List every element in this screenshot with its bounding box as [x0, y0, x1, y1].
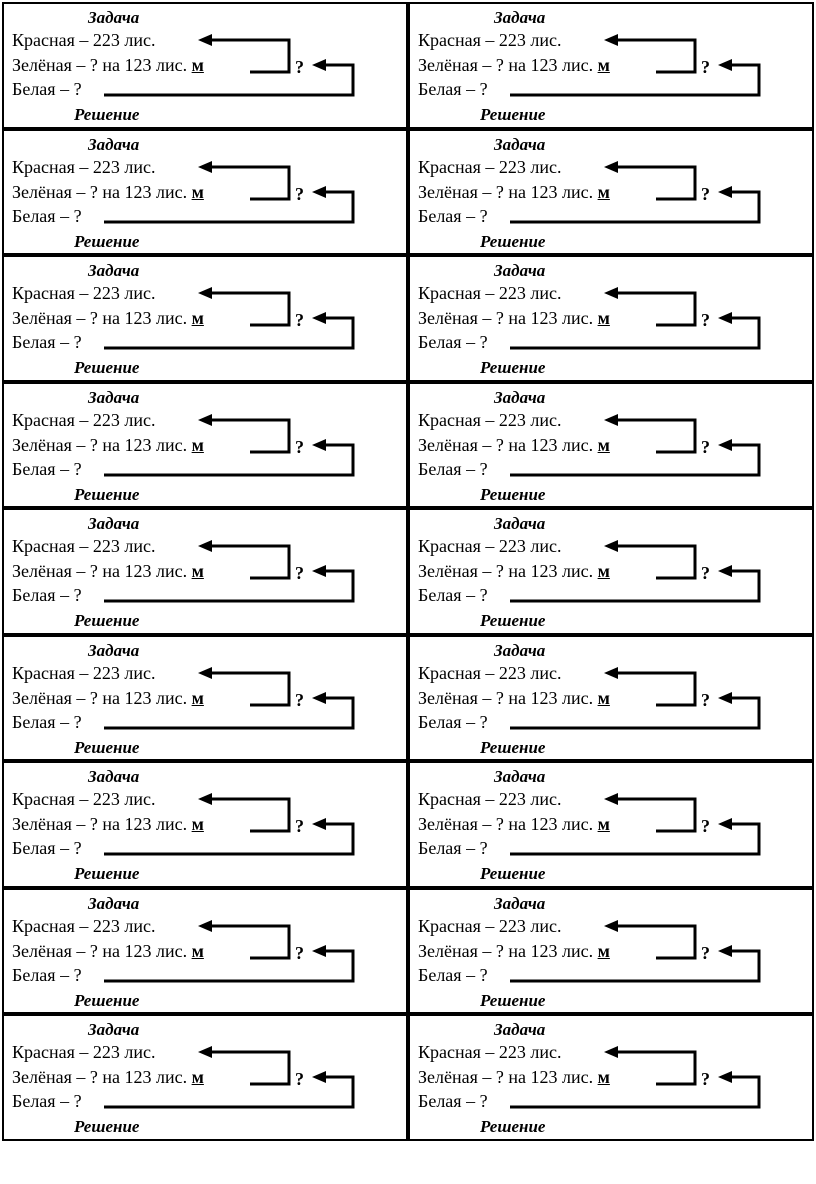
less-marker: м: [191, 55, 204, 75]
red-leaves-line: Красная – 223 лис.: [12, 156, 156, 177]
comparison-bracket: [615, 1052, 695, 1084]
comparison-arrows-icon: [4, 4, 408, 129]
red-leaves-line: Красная – 223 лис.: [418, 283, 562, 304]
total-bracket: [104, 65, 353, 95]
arrow-head-total: [312, 818, 326, 830]
less-marker: м: [597, 687, 610, 708]
white-leaves-line: Белая – ?: [418, 838, 488, 859]
less-marker: м: [597, 308, 610, 329]
comparison-arrows-icon: [4, 763, 408, 888]
green-leaves-text: Зелёная – ? на 123 лис.: [418, 308, 594, 329]
arrow-head-red: [198, 34, 212, 46]
less-marker: м: [191, 1067, 204, 1088]
arrow-head-red: [604, 920, 618, 932]
task-card: [2, 761, 408, 888]
task-title: Задача: [494, 893, 546, 913]
red-leaves-line: Красная – 223 лис.: [418, 662, 562, 683]
solution-label: Решение: [74, 1117, 140, 1137]
task-title: Задача: [494, 8, 546, 27]
comparison-arrows-icon: [410, 4, 814, 129]
total-question-mark: ?: [295, 436, 304, 457]
white-leaves-line: Белая – ?: [12, 1091, 82, 1112]
total-question-mark: ?: [295, 689, 304, 710]
comparison-bracket: [209, 420, 289, 452]
comparison-arrows-icon: [410, 763, 814, 888]
white-leaves-line: Белая – ?: [418, 585, 488, 606]
task-card: [2, 888, 408, 1015]
total-bracket: [104, 192, 353, 222]
less-marker: м: [191, 434, 204, 455]
green-leaves-text: Зелёная – ? на 123 лис.: [12, 940, 188, 961]
task-title: Задача: [494, 1020, 546, 1040]
arrow-head-total: [718, 945, 732, 957]
solution-label: Решение: [480, 1117, 546, 1137]
white-leaves-line: Белая – ?: [12, 332, 82, 353]
green-leaves-text: Зелёная – ? на 123 лис.: [418, 814, 594, 835]
comparison-bracket: [209, 546, 289, 578]
task-card: [408, 2, 814, 129]
total-bracket: [104, 1077, 353, 1107]
less-marker: м: [191, 814, 204, 835]
comparison-arrows-icon: [4, 890, 408, 1015]
less-marker: м: [191, 687, 204, 708]
comparison-arrows-icon: [410, 510, 814, 635]
task-title: Задача: [494, 387, 546, 407]
arrow-head-red: [198, 287, 212, 299]
red-leaves-line: Красная – 223 лис.: [418, 30, 562, 50]
task-title: Задача: [88, 893, 140, 913]
white-leaves-line: Белая – ?: [418, 79, 488, 99]
total-bracket: [510, 65, 759, 95]
arrow-head-total: [718, 818, 732, 830]
arrow-head-total: [718, 59, 732, 71]
comparison-bracket: [615, 673, 695, 705]
total-question-mark: ?: [295, 57, 304, 77]
red-leaves-line: Красная – 223 лис.: [12, 915, 156, 936]
task-card: [408, 382, 814, 509]
total-question-mark: ?: [701, 57, 710, 77]
task-title: Задача: [88, 640, 140, 660]
green-leaves-text: Зелёная – ? на 123 лис.: [12, 181, 188, 202]
less-marker: м: [191, 561, 204, 582]
total-question-mark: ?: [701, 942, 710, 963]
red-leaves-line: Красная – 223 лис.: [12, 30, 156, 50]
arrow-head-total: [718, 439, 732, 451]
total-question-mark: ?: [295, 942, 304, 963]
comparison-bracket: [209, 40, 289, 72]
comparison-arrows-icon: [410, 890, 814, 1015]
arrow-head-red: [604, 540, 618, 552]
green-leaves-text: Зелёная – ? на 123 лис.: [12, 55, 188, 75]
white-leaves-line: Белая – ?: [418, 205, 488, 226]
arrow-head-total: [718, 1071, 732, 1083]
task-title: Задача: [88, 387, 140, 407]
total-question-mark: ?: [295, 816, 304, 837]
task-card: [408, 761, 814, 888]
arrow-head-red: [604, 161, 618, 173]
comparison-bracket: [209, 1052, 289, 1084]
task-card: [408, 635, 814, 762]
total-bracket: [510, 192, 759, 222]
less-marker: м: [597, 940, 610, 961]
arrow-head-total: [312, 59, 326, 71]
task-title: Задача: [88, 514, 140, 534]
green-leaves-text: Зелёная – ? на 123 лис.: [418, 181, 594, 202]
comparison-bracket: [209, 799, 289, 831]
red-leaves-line: Красная – 223 лис.: [12, 409, 156, 430]
red-leaves-line: Красная – 223 лис.: [418, 915, 562, 936]
comparison-arrows-icon: [4, 510, 408, 635]
solution-label: Решение: [74, 231, 140, 251]
arrow-head-red: [198, 920, 212, 932]
red-leaves-line: Красная – 223 лис.: [12, 662, 156, 683]
task-card: [408, 1014, 814, 1141]
arrow-head-total: [312, 186, 326, 198]
less-marker: м: [597, 561, 610, 582]
green-leaves-text: Зелёная – ? на 123 лис.: [12, 308, 188, 329]
task-title: Задача: [88, 767, 140, 787]
arrow-head-red: [604, 1046, 618, 1058]
solution-label: Решение: [74, 737, 140, 757]
total-question-mark: ?: [295, 183, 304, 204]
comparison-arrows-icon: [410, 1016, 814, 1141]
solution-label: Решение: [480, 737, 546, 757]
arrow-head-total: [312, 312, 326, 324]
task-card: [408, 888, 814, 1015]
arrow-head-red: [198, 414, 212, 426]
comparison-arrows-icon: [4, 637, 408, 762]
red-leaves-line: Красная – 223 лис.: [12, 1042, 156, 1063]
task-card: [2, 2, 408, 129]
red-leaves-line: Красная – 223 лис.: [418, 1042, 562, 1063]
task-title: Задача: [494, 640, 546, 660]
solution-label: Решение: [480, 611, 546, 631]
arrow-head-total: [312, 565, 326, 577]
comparison-arrows-icon: [4, 384, 408, 509]
task-card: [2, 635, 408, 762]
total-question-mark: ?: [295, 310, 304, 331]
cards-sheet: [2, 2, 814, 1141]
white-leaves-line: Белая – ?: [418, 1091, 488, 1112]
red-leaves-line: Красная – 223 лис.: [418, 789, 562, 810]
total-bracket: [104, 318, 353, 348]
total-question-mark: ?: [295, 563, 304, 584]
less-marker: м: [597, 434, 610, 455]
arrow-head-red: [604, 414, 618, 426]
task-card: [408, 255, 814, 382]
comparison-arrows-icon: [4, 1016, 408, 1141]
total-bracket: [104, 698, 353, 728]
green-leaves-text: Зелёная – ? на 123 лис.: [12, 561, 188, 582]
comparison-bracket: [615, 799, 695, 831]
green-leaves-text: Зелёная – ? на 123 лис.: [418, 940, 594, 961]
comparison-bracket: [615, 420, 695, 452]
task-title: Задача: [494, 261, 546, 281]
arrow-head-red: [604, 34, 618, 46]
total-bracket: [510, 698, 759, 728]
arrow-head-red: [604, 287, 618, 299]
green-leaves-text: Зелёная – ? на 123 лис.: [418, 55, 594, 75]
total-question-mark: ?: [701, 183, 710, 204]
less-marker: м: [191, 181, 204, 202]
green-leaves-text: Зелёная – ? на 123 лис.: [418, 1067, 594, 1088]
solution-label: Решение: [74, 611, 140, 631]
total-bracket: [104, 445, 353, 475]
green-leaves-text: Зелёная – ? на 123 лис.: [418, 687, 594, 708]
comparison-bracket: [209, 926, 289, 958]
total-question-mark: ?: [701, 1069, 710, 1090]
task-card: [2, 129, 408, 256]
task-title: Задача: [88, 1020, 140, 1040]
less-marker: м: [191, 940, 204, 961]
solution-label: Решение: [74, 990, 140, 1010]
arrow-head-total: [718, 312, 732, 324]
total-question-mark: ?: [701, 310, 710, 331]
task-card: [408, 508, 814, 635]
white-leaves-line: Белая – ?: [12, 458, 82, 479]
arrow-head-red: [604, 793, 618, 805]
total-question-mark: ?: [295, 1069, 304, 1090]
red-leaves-line: Красная – 223 лис.: [12, 789, 156, 810]
solution-label: Решение: [480, 484, 546, 504]
solution-label: Решение: [480, 990, 546, 1010]
arrow-head-total: [718, 565, 732, 577]
arrow-head-red: [198, 161, 212, 173]
white-leaves-line: Белая – ?: [12, 711, 82, 732]
less-marker: м: [597, 181, 610, 202]
red-leaves-line: Красная – 223 лис.: [12, 536, 156, 557]
comparison-bracket: [615, 926, 695, 958]
white-leaves-line: Белая – ?: [418, 458, 488, 479]
total-bracket: [510, 1077, 759, 1107]
task-card: [2, 1014, 408, 1141]
comparison-arrows-icon: [410, 384, 814, 509]
green-leaves-text: Зелёная – ? на 123 лис.: [418, 561, 594, 582]
solution-label: Решение: [74, 864, 140, 884]
task-title: Задача: [494, 767, 546, 787]
solution-label: Решение: [480, 231, 546, 251]
red-leaves-line: Красная – 223 лис.: [418, 156, 562, 177]
arrow-head-total: [312, 1071, 326, 1083]
solution-label: Решение: [480, 358, 546, 378]
task-card: [2, 382, 408, 509]
less-marker: м: [597, 55, 610, 75]
arrow-head-total: [312, 692, 326, 704]
comparison-arrows-icon: [4, 257, 408, 382]
red-leaves-line: Красная – 223 лис.: [418, 536, 562, 557]
green-leaves-text: Зелёная – ? на 123 лис.: [12, 814, 188, 835]
total-bracket: [510, 445, 759, 475]
solution-label: Решение: [480, 105, 546, 124]
white-leaves-line: Белая – ?: [12, 205, 82, 226]
comparison-bracket: [615, 40, 695, 72]
total-question-mark: ?: [701, 436, 710, 457]
arrow-head-total: [312, 439, 326, 451]
white-leaves-line: Белая – ?: [418, 711, 488, 732]
comparison-bracket: [209, 293, 289, 325]
less-marker: м: [597, 814, 610, 835]
comparison-arrows-icon: [410, 257, 814, 382]
task-title: Задача: [494, 134, 546, 154]
white-leaves-line: Белая – ?: [418, 964, 488, 985]
total-bracket: [510, 951, 759, 981]
solution-label: Решение: [74, 105, 140, 124]
arrow-head-total: [312, 945, 326, 957]
white-leaves-line: Белая – ?: [418, 332, 488, 353]
white-leaves-line: Белая – ?: [12, 838, 82, 859]
total-bracket: [104, 571, 353, 601]
comparison-bracket: [615, 546, 695, 578]
total-bracket: [510, 824, 759, 854]
solution-label: Решение: [74, 358, 140, 378]
red-leaves-line: Красная – 223 лис.: [418, 409, 562, 430]
comparison-bracket: [615, 167, 695, 199]
comparison-arrows-icon: [410, 637, 814, 762]
total-bracket: [510, 571, 759, 601]
comparison-bracket: [209, 673, 289, 705]
task-title: Задача: [88, 261, 140, 281]
white-leaves-line: Белая – ?: [12, 585, 82, 606]
green-leaves-text: Зелёная – ? на 123 лис.: [12, 1067, 188, 1088]
comparison-bracket: [615, 293, 695, 325]
arrow-head-red: [198, 667, 212, 679]
arrow-head-red: [198, 540, 212, 552]
arrow-head-red: [198, 1046, 212, 1058]
green-leaves-text: Зелёная – ? на 123 лис.: [12, 687, 188, 708]
arrow-head-red: [198, 793, 212, 805]
task-title: Задача: [494, 514, 546, 534]
less-marker: м: [191, 308, 204, 329]
task-card: [408, 129, 814, 256]
task-card: [2, 508, 408, 635]
total-bracket: [104, 951, 353, 981]
total-question-mark: ?: [701, 816, 710, 837]
solution-label: Решение: [74, 484, 140, 504]
green-leaves-text: Зелёная – ? на 123 лис.: [12, 434, 188, 455]
total-question-mark: ?: [701, 689, 710, 710]
total-bracket: [510, 318, 759, 348]
total-question-mark: ?: [701, 563, 710, 584]
arrow-head-total: [718, 186, 732, 198]
task-card: [2, 255, 408, 382]
white-leaves-line: Белая – ?: [12, 79, 82, 99]
green-leaves-text: Зелёная – ? на 123 лис.: [418, 434, 594, 455]
arrow-head-total: [718, 692, 732, 704]
comparison-bracket: [209, 167, 289, 199]
red-leaves-line: Красная – 223 лис.: [12, 283, 156, 304]
comparison-arrows-icon: [410, 131, 814, 256]
white-leaves-line: Белая – ?: [12, 964, 82, 985]
comparison-arrows-icon: [4, 131, 408, 256]
less-marker: м: [597, 1067, 610, 1088]
total-bracket: [104, 824, 353, 854]
arrow-head-red: [604, 667, 618, 679]
task-title: Задача: [88, 8, 140, 27]
solution-label: Решение: [480, 864, 546, 884]
task-title: Задача: [88, 134, 140, 154]
